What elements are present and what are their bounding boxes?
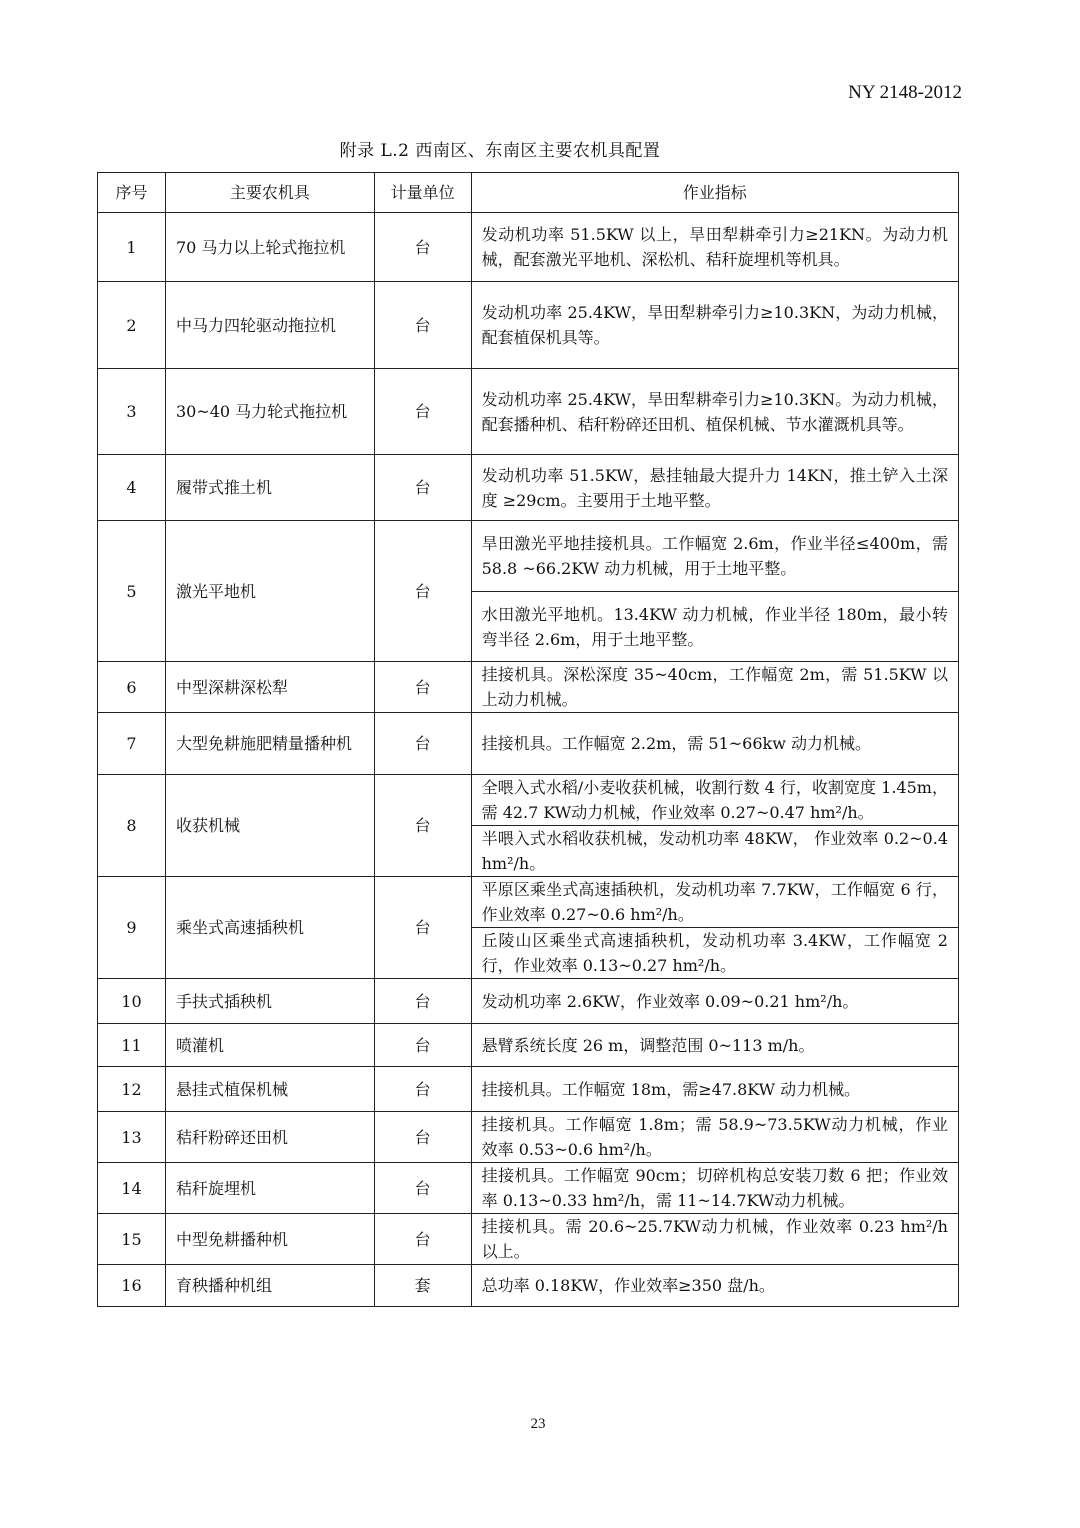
unit-cell: 套 — [374, 1265, 471, 1307]
table-row — [98, 662, 959, 713]
table-row — [98, 1112, 959, 1163]
spec-cell: 挂接机具。工作幅宽 1.8m；需 58.9~73.5KW动力机械，作业效率 0.53~0.6 hm²/h。 — [471, 1112, 958, 1163]
machinery-name: 中型免耕播种机 — [165, 1214, 374, 1265]
row-number: 13 — [98, 1112, 166, 1163]
table-row — [98, 282, 959, 369]
spec-cell: 发动机功率 51.5KW，悬挂轴最大提升力 14KN，推土铲入土深度 ≥29cm。主要用于土地平整。 — [471, 455, 958, 521]
spec-cell: 全喂入式水稻/小麦收获机械，收割行数 4 行，收割宽度 1.45m，需 42.7 KW动力机械，作业效率 0.27~0.47 hm²/h。 — [471, 775, 958, 826]
row-number: 10 — [98, 979, 166, 1024]
column-header-machinery: 主要农机具 — [165, 173, 374, 213]
row-number: 9 — [98, 877, 166, 979]
machinery-table — [97, 172, 959, 1307]
row-number: 5 — [98, 521, 166, 662]
table-row — [98, 369, 959, 455]
unit-cell: 台 — [374, 1067, 471, 1112]
unit-cell: 台 — [374, 877, 471, 979]
spec-cell: 总功率 0.18KW，作业效率≥350 盘/h。 — [471, 1265, 958, 1307]
spec-cell: 挂接机具。工作幅宽 90cm；切碎机构总安装刀数 6 把；作业效率 0.13~0.33 hm²/h，需 11~14.7KW动力机械。 — [471, 1163, 958, 1214]
machinery-name: 收获机械 — [165, 775, 374, 877]
machinery-name: 70 马力以上轮式拖拉机 — [165, 213, 374, 282]
spec-cell: 丘陵山区乘坐式高速插秧机，发动机功率 3.4KW，工作幅宽 2 行，作业效率 0.13~0.27 hm²/h。 — [471, 928, 958, 979]
row-number: 14 — [98, 1163, 166, 1214]
unit-cell: 台 — [374, 1214, 471, 1265]
row-number: 15 — [98, 1214, 166, 1265]
table-row — [98, 1067, 959, 1112]
table-row — [98, 1163, 959, 1214]
page-number: 23 — [530, 1416, 546, 1432]
table-row — [98, 521, 959, 592]
machinery-name: 中型深耕深松犁 — [165, 662, 374, 713]
table-row — [98, 455, 959, 521]
row-number: 2 — [98, 282, 166, 369]
machinery-name: 激光平地机 — [165, 521, 374, 662]
standard-code: NY 2148-2012 — [848, 82, 962, 103]
table-header-row — [98, 173, 959, 213]
machinery-name: 喷灌机 — [165, 1024, 374, 1067]
machinery-name: 秸秆旋埋机 — [165, 1163, 374, 1214]
spec-cell: 挂接机具。深松深度 35~40cm，工作幅宽 2m，需 51.5KW 以上动力机械。 — [471, 662, 958, 713]
row-number: 12 — [98, 1067, 166, 1112]
spec-cell: 挂接机具。需 20.6~25.7KW动力机械，作业效率 0.23 hm²/h 以上。 — [471, 1214, 958, 1265]
spec-cell: 水田激光平地机。13.4KW 动力机械，作业半径 180m，最小转弯半径 2.6m，用于土地平整。 — [471, 592, 958, 662]
unit-cell: 台 — [374, 455, 471, 521]
column-header-unit: 计量单位 — [374, 173, 471, 213]
row-number: 8 — [98, 775, 166, 877]
machinery-name: 30~40 马力轮式拖拉机 — [165, 369, 374, 455]
column-header-number: 序号 — [98, 173, 166, 213]
row-number: 1 — [98, 213, 166, 282]
unit-cell: 台 — [374, 282, 471, 369]
row-number: 3 — [98, 369, 166, 455]
unit-cell: 台 — [374, 713, 471, 775]
table-title: 附录 L.2 西南区、东南区主要农机具配置 — [339, 141, 661, 161]
machinery-name: 履带式推土机 — [165, 455, 374, 521]
unit-cell: 台 — [374, 1163, 471, 1214]
table-row — [98, 1265, 959, 1307]
machinery-name: 秸秆粉碎还田机 — [165, 1112, 374, 1163]
machinery-name: 育秧播种机组 — [165, 1265, 374, 1307]
row-number: 7 — [98, 713, 166, 775]
table-row — [98, 877, 959, 928]
machinery-name: 大型免耕施肥精量播种机 — [165, 713, 374, 775]
column-header-specs: 作业指标 — [471, 173, 958, 213]
table-row — [98, 979, 959, 1024]
machinery-name: 乘坐式高速插秧机 — [165, 877, 374, 979]
spec-cell: 半喂入式水稻收获机械，发动机功率 48KW， 作业效率 0.2~0.4 hm²/h。 — [471, 826, 958, 877]
table-row — [98, 713, 959, 775]
machinery-name: 中马力四轮驱动拖拉机 — [165, 282, 374, 369]
spec-cell: 发动机功率 25.4KW，旱田犁耕牵引力≥10.3KN，为动力机械，配套植保机具等。 — [471, 282, 958, 369]
spec-cell: 旱田激光平地挂接机具。工作幅宽 2.6m，作业半径≤400m，需 58.8 ~66.2KW 动力机械，用于土地平整。 — [471, 521, 958, 592]
machinery-name: 悬挂式植保机械 — [165, 1067, 374, 1112]
spec-cell: 发动机功率 2.6KW，作业效率 0.09~0.21 hm²/h。 — [471, 979, 958, 1024]
unit-cell: 台 — [374, 1112, 471, 1163]
row-number: 6 — [98, 662, 166, 713]
unit-cell: 台 — [374, 213, 471, 282]
row-number: 4 — [98, 455, 166, 521]
unit-cell: 台 — [374, 1024, 471, 1067]
spec-cell: 挂接机具。工作幅宽 18m，需≥47.8KW 动力机械。 — [471, 1067, 958, 1112]
table-row — [98, 1024, 959, 1067]
unit-cell: 台 — [374, 521, 471, 662]
table-row — [98, 213, 959, 282]
spec-cell: 平原区乘坐式高速插秧机，发动机功率 7.7KW，工作幅宽 6 行，作业效率 0.27~0.6 hm²/h。 — [471, 877, 958, 928]
unit-cell: 台 — [374, 775, 471, 877]
unit-cell: 台 — [374, 979, 471, 1024]
unit-cell: 台 — [374, 662, 471, 713]
machinery-name: 手扶式插秧机 — [165, 979, 374, 1024]
spec-cell: 发动机功率 25.4KW，旱田犁耕牵引力≥10.3KN。为动力机械，配套播种机、秸秆粉碎还田机、植保机械、节水灌溉机具等。 — [471, 369, 958, 455]
table-row — [98, 775, 959, 826]
table-row — [98, 1214, 959, 1265]
row-number: 16 — [98, 1265, 166, 1307]
spec-cell: 挂接机具。工作幅宽 2.2m，需 51~66kw 动力机械。 — [471, 713, 958, 775]
spec-cell: 发动机功率 51.5KW 以上，旱田犁耕牵引力≥21KN。为动力机械，配套激光平地机、深松机、秸秆旋埋机等机具。 — [471, 213, 958, 282]
row-number: 11 — [98, 1024, 166, 1067]
unit-cell: 台 — [374, 369, 471, 455]
spec-cell: 悬臂系统长度 26 m，调整范围 0~113 m/h。 — [471, 1024, 958, 1067]
